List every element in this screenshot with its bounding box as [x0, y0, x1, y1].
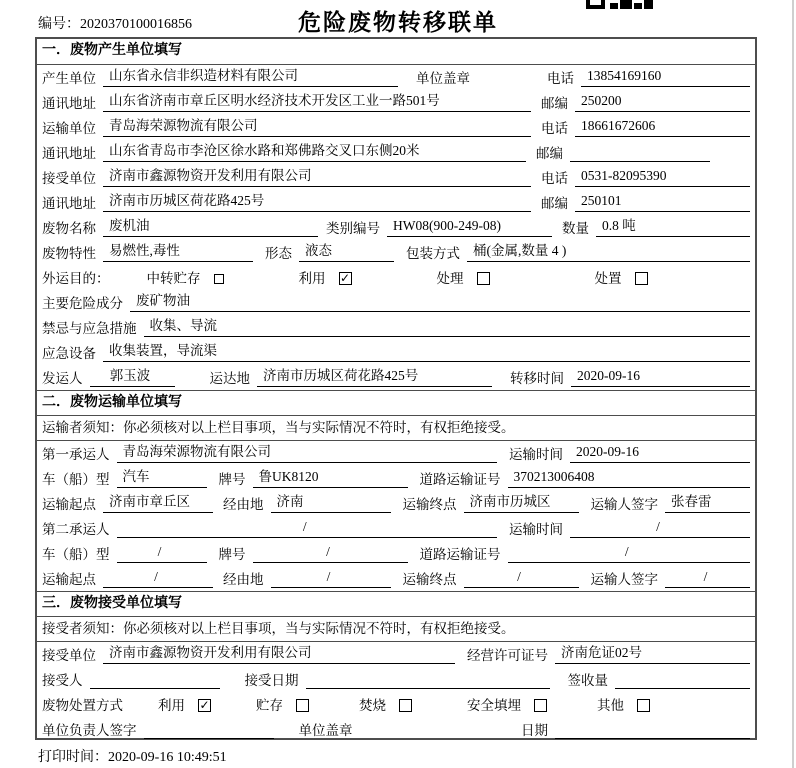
form-label: 形态: [265, 246, 292, 261]
destination-value: 济南市历城区荷花路425号: [257, 364, 492, 387]
date2-label: 日期: [521, 723, 548, 738]
row-shipper: [37, 365, 755, 390]
end1-label: 运输终点: [402, 497, 457, 512]
row-second-carrier: [37, 516, 755, 541]
quantity-label: 数量: [562, 221, 589, 236]
checkbox-purpose-transfer-storage: [214, 274, 224, 284]
taboo-value: 收集、导流: [144, 314, 751, 337]
origin1-value: 济南市章丘区: [103, 490, 213, 513]
checkbox-disposal-incinerate: [399, 699, 412, 712]
vehicle2-label: 车（船）型: [42, 547, 110, 562]
plate1-label: 牌号: [218, 472, 246, 487]
row-route2: [37, 566, 755, 591]
plate2-value: /: [253, 544, 408, 563]
carrier1-label: 第一承运人: [42, 447, 110, 462]
row-producer-address: [37, 90, 755, 115]
serial-number-label: 编号：: [38, 17, 80, 32]
manifest-form: [35, 37, 757, 740]
disposal-option-landfill: 安全填埋: [467, 698, 521, 713]
page-title: 危险废物转移联单: [298, 10, 498, 35]
row-purpose: [37, 265, 755, 290]
disposal-label: 废物处置方式: [42, 698, 123, 713]
via2-value: /: [271, 569, 391, 588]
checkbox-disposal-landfill: [534, 699, 547, 712]
row-route1: [37, 491, 755, 516]
vehicle2-value: /: [117, 544, 207, 563]
carrier2-label: 第二承运人: [42, 522, 110, 537]
row-vehicle2: [37, 541, 755, 566]
row-first-carrier: [37, 441, 755, 466]
main-hazard-label: 主要危险成分: [42, 296, 123, 311]
packing-value: 桶(金属,数量 4 ): [467, 239, 750, 262]
shipper-value: 郭玉波: [90, 364, 175, 387]
transporter-sign2-label: 运输人签字: [590, 572, 658, 587]
accept-person-value: [90, 686, 220, 689]
unit-seal2-label: 单位盖章: [298, 723, 353, 738]
section3-notice: 接受者须知：你必须核对以上栏目事项，当与实际情况不符时，有权拒绝接受。: [37, 617, 755, 642]
transport-time1-value: 2020-09-16: [570, 444, 750, 463]
producer-label: 产生单位: [42, 71, 96, 86]
transport-time2-value: /: [570, 519, 750, 538]
transporter-sign1-label: 运输人签字: [590, 497, 658, 512]
unit-seal-label: 单位盖章: [416, 71, 470, 86]
vehicle1-label: 车（船）型: [42, 472, 110, 487]
carrier2-value: /: [117, 519, 498, 538]
receiver-label: 接受单位: [42, 171, 96, 186]
plate2-label: 牌号: [218, 547, 246, 562]
transfer-time-value: 2020-09-16: [571, 368, 750, 387]
packing-label: 包装方式: [406, 246, 460, 261]
equipment-label: 应急设备: [42, 346, 96, 361]
section1-title: 一．废物产生单位填写: [37, 39, 755, 65]
checkbox-purpose-treatment: [477, 272, 490, 285]
character-value: 易燃性,毒性: [103, 239, 253, 262]
road-license1-label: 道路运输证号: [419, 472, 501, 487]
form-value: 液态: [299, 239, 394, 262]
qr-block: [634, 3, 642, 9]
purpose-option-transfer-storage: 中转贮存: [146, 271, 201, 286]
road-license1-value: 370213006408: [508, 469, 751, 488]
equipment-value: 收集装置，导流渠: [103, 339, 750, 362]
row-taboo-measures: [37, 315, 755, 340]
accept-person-label: 接受人: [42, 673, 83, 688]
waste-name-label: 废物名称: [42, 221, 96, 236]
row-receiver-address: [37, 190, 755, 215]
character-label: 废物特性: [42, 246, 96, 261]
receiver-value: 济南市鑫源物资开发利用有限公司: [103, 164, 531, 187]
row-waste-name: [37, 215, 755, 240]
row-transporter-address: [37, 140, 755, 165]
road-license2-label: 道路运输证号: [419, 547, 501, 562]
addr1-label: 通讯地址: [42, 96, 96, 111]
addr2-value: 山东省青岛市李沧区徐水路和郑佛路交叉口东侧20米: [103, 139, 526, 162]
page-right-edge: [792, 0, 794, 768]
row-emergency-equipment: [37, 340, 755, 365]
row-accept-unit: [37, 642, 755, 667]
producer-value: 山东省永信非织造材料有限公司: [103, 64, 398, 87]
row-receiver: [37, 165, 755, 190]
accept-date-value: [306, 686, 550, 689]
row-disposal-method: [37, 692, 755, 717]
disposal-option-incinerate: 焚烧: [359, 698, 386, 713]
phone1-label: 电话: [547, 71, 574, 86]
phone1-value: 13854169160: [581, 68, 750, 87]
end2-label: 运输终点: [402, 572, 457, 587]
serial-number-value: 2020370100016856: [80, 17, 192, 32]
row-head-signature: [37, 717, 755, 742]
disposal-option-other: 其他: [597, 698, 624, 713]
waste-name-value: 废机油: [103, 214, 318, 237]
qr-block: [620, 0, 632, 9]
purpose-option-treatment: 处理: [436, 271, 464, 286]
checkbox-disposal-storage: [296, 699, 309, 712]
transport-time2-label: 运输时间: [509, 522, 563, 537]
phone3-value: 0531-82095390: [575, 168, 750, 187]
zip2-value: [570, 159, 710, 162]
transporter-sign2-value: /: [665, 569, 750, 588]
head-sign-value: [144, 736, 274, 739]
section2-notice: 运输者须知：你必须核对以上栏目事项，当与实际情况不符时，有权拒绝接受。: [37, 416, 755, 441]
signed-amount-label: 签收量: [567, 673, 608, 688]
disposal-option-storage: 贮存: [256, 698, 283, 713]
qr-code-fragment: [586, 0, 653, 9]
checkbox-purpose-utilize: ✓: [339, 272, 351, 285]
row-accept-person: [37, 667, 755, 692]
via2-label: 经由地: [223, 572, 264, 587]
print-time-label: 打印时间：: [38, 750, 108, 765]
accept-unit-label: 接受单位: [42, 648, 96, 663]
zip3-label: 邮编: [541, 196, 568, 211]
row-waste-character: [37, 240, 755, 265]
addr1-value: 山东省济南市章丘区明水经济技术开发区工业一路501号: [103, 89, 531, 112]
addr3-label: 通讯地址: [42, 196, 96, 211]
qr-block: [644, 0, 653, 9]
row-vehicle1: [37, 466, 755, 491]
section2-title: 二．废物运输单位填写: [37, 390, 755, 416]
origin1-label: 运输起点: [42, 497, 96, 512]
print-time-line: [38, 746, 227, 766]
phone2-value: 18661672606: [575, 118, 750, 137]
transfer-time-label: 转移时间: [510, 371, 564, 386]
signed-amount-value: [615, 686, 750, 689]
row-transporter: [37, 115, 755, 140]
destination-label: 运达地: [209, 371, 250, 386]
checkbox-purpose-disposal: [635, 272, 648, 285]
date2-value: [555, 736, 750, 739]
addr2-label: 通讯地址: [42, 146, 96, 161]
phone2-label: 电话: [541, 121, 568, 136]
category-value: HW08(900-249-08): [387, 218, 552, 237]
disposal-option-utilize: 利用: [158, 698, 185, 713]
purpose-option-disposal: 处置: [594, 271, 622, 286]
end2-value: /: [464, 569, 579, 588]
permit-label: 经营许可证号: [467, 648, 548, 663]
row-main-hazard: [37, 290, 755, 315]
via1-value: 济南: [271, 490, 391, 513]
addr3-value: 济南市历城区荷花路425号: [103, 189, 531, 212]
zip1-label: 邮编: [541, 96, 568, 111]
vehicle1-value: 汽车: [117, 465, 207, 488]
purpose-option-utilize: 利用: [298, 271, 326, 286]
transport-time1-label: 运输时间: [509, 447, 563, 462]
row-producer: [37, 65, 755, 90]
qr-block: [586, 0, 605, 9]
main-hazard-value: 废矿物油: [130, 289, 750, 312]
transporter-label: 运输单位: [42, 121, 96, 136]
zip1-value: 250200: [575, 93, 750, 112]
transporter-sign1-value: 张春雷: [665, 490, 750, 513]
category-label: 类别编号: [326, 221, 380, 236]
permit-value: 济南危证02号: [555, 641, 750, 664]
head-sign-label: 单位负责人签字: [42, 723, 137, 738]
checkbox-disposal-utilize: ✓: [199, 699, 210, 712]
phone3-label: 电话: [541, 171, 568, 186]
taboo-label: 禁忌与应急措施: [42, 321, 137, 336]
purpose-label: 外运目的：: [42, 271, 110, 286]
road-license2-value: /: [508, 544, 751, 563]
quantity-value: 0.8 吨: [596, 214, 750, 237]
transporter-value: 青岛海荣源物流有限公司: [103, 114, 531, 137]
via1-label: 经由地: [223, 497, 264, 512]
carrier1-value: 青岛海荣源物流有限公司: [117, 440, 498, 463]
zip2-label: 邮编: [536, 146, 563, 161]
zip3-value: 250101: [575, 193, 750, 212]
origin2-value: /: [103, 569, 213, 588]
accept-date-label: 接受日期: [244, 673, 299, 688]
section3-title: 三．废物接受单位填写: [37, 591, 755, 617]
shipper-label: 发运人: [42, 371, 83, 386]
checkbox-disposal-other: [637, 699, 650, 712]
plate1-value: 鲁UK8120: [253, 465, 408, 488]
print-time-value: 2020-09-16 10:49:51: [108, 750, 227, 765]
qr-block: [610, 3, 618, 9]
origin2-label: 运输起点: [42, 572, 96, 587]
end1-value: 济南市历城区: [464, 490, 579, 513]
accept-unit-value: 济南市鑫源物资开发利用有限公司: [103, 641, 455, 664]
